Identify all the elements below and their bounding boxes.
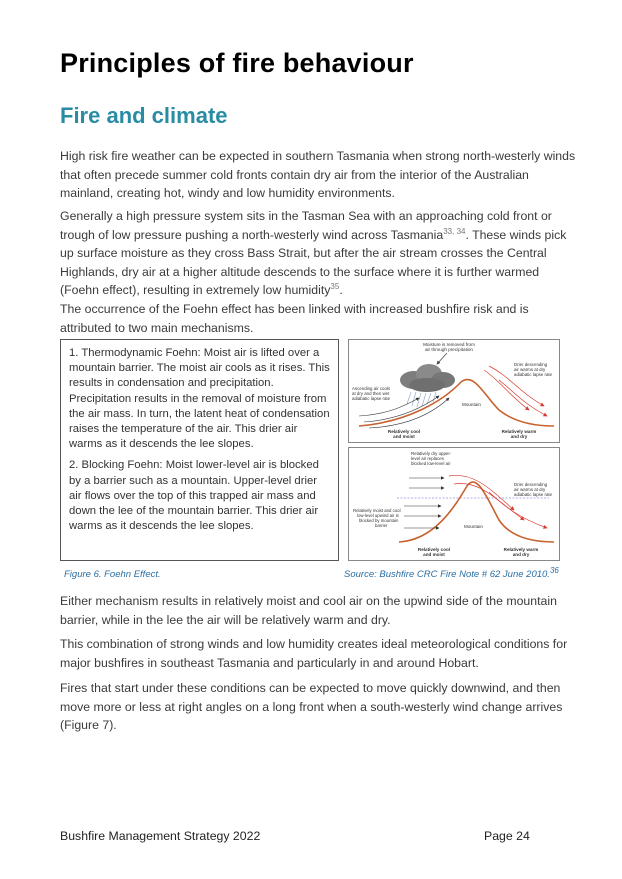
figure-source-text: Source: Bushfire CRC Fire Note # 62 June 2010. bbox=[344, 569, 550, 580]
moisture-label-2: air through precipitation bbox=[424, 347, 474, 352]
reference-35: 35 bbox=[330, 282, 340, 292]
blocked-air-label-4: barrier bbox=[375, 523, 388, 528]
blocked-air-label-3: blocked by mountain bbox=[359, 518, 399, 523]
paragraph-2 bbox=[60, 207, 576, 300]
warm-dry-label-2: and dry bbox=[510, 434, 528, 439]
drier-label-2: air warms at dry bbox=[514, 487, 546, 492]
thermodynamic-foehn-diagram bbox=[348, 339, 560, 443]
figure-source bbox=[344, 565, 559, 580]
thermodynamic-foehn-text: 1. Thermodynamic Foehn: Moist air is lifted over a mountain barrier. The moist air cools as it rises. This results in condensation and precipitation. Precipitation results in the removal of moisture from the air mass. In turn, the latent heat of condensation raises the temperature of the air. This drier air warms as it descends the lee slopes. bbox=[69, 347, 330, 451]
rain-cloud-icon bbox=[400, 364, 455, 407]
paragraph-3: The occurrence of the Foehn effect has been linked with increased bushfire risk and is attributed to two main mechanisms. bbox=[60, 302, 529, 335]
paragraph-2-text-a: Generally a high pressure system sits in the Tasman Sea with an approaching cold front or trough of low pressure pushing a north-westerly wind across Tasmania bbox=[60, 209, 552, 242]
page-title: Principles of fire behaviour bbox=[60, 48, 414, 78]
reference-36: 36 bbox=[549, 565, 559, 575]
ascending-label-1: Ascending air cools bbox=[352, 386, 391, 391]
figure-caption: Figure 6. Foehn Effect. bbox=[64, 569, 161, 580]
reference-33-34: 33, 34 bbox=[443, 226, 466, 236]
cool-moist-label-2: and moist bbox=[393, 434, 415, 439]
moisture-label-1: Moisture is removed from bbox=[423, 342, 475, 347]
upper-air-label-1: Relatively dry upper- bbox=[411, 451, 452, 456]
foehn-mechanisms-box bbox=[60, 339, 339, 561]
warm-dry-label-1: Relatively warm bbox=[501, 429, 537, 434]
cool-moist-label-1: Relatively cool bbox=[387, 429, 421, 434]
page-number: Page 24 bbox=[484, 829, 530, 843]
paragraph-4: Either mechanism results in relatively moist and cool air on the upwind side of the mountain barrier, while in the lee the air will be relatively warm and dry. bbox=[60, 594, 557, 627]
warm-dry-label-2: and dry bbox=[512, 552, 530, 557]
upper-air-label-2: level air replaces bbox=[411, 456, 444, 461]
blocked-air-label-2: low-level upwind air is bbox=[357, 513, 399, 518]
upper-air-label-3: blocked low-level air bbox=[411, 461, 451, 466]
cool-moist-label-1: Relatively cool bbox=[417, 547, 451, 552]
paragraph-1: High risk fire weather can be expected in southern Tasmania when strong north-westerly winds that often precede summer cold fronts contain dry air from the interior of the Australian mainland, creating hot, windy and low humidity environments. bbox=[60, 149, 576, 201]
blocking-foehn-svg bbox=[349, 448, 559, 560]
drier-label-3: adiabatic lapse rate bbox=[514, 372, 553, 377]
mountain-label: Mountain bbox=[464, 524, 483, 529]
ascending-label-2: at dry and then wet bbox=[352, 391, 390, 396]
footer-title: Bushfire Management Strategy 2022 bbox=[60, 829, 261, 843]
drier-label-1: Drier descending bbox=[514, 362, 548, 367]
paragraph-2-text-b: . These winds pick up surface moisture as they cross Bass Strait, but after the air stream crosses the Central Highlands, dry air at a higher altitude descends to the surface where it is further warmed (Foehn effect), resulting in extremely low humidity bbox=[60, 227, 567, 298]
paragraph-5: This combination of strong winds and low humidity creates ideal meteorological conditions for major bushfires in southeast Tasmania and particularly in and around Hobart. bbox=[60, 637, 568, 670]
blocked-air-label-1: Relatively moist and cool bbox=[353, 508, 401, 513]
ascending-label-3: adiabatic lapse rate bbox=[352, 396, 391, 401]
paragraph-2-text-c: . bbox=[339, 283, 343, 298]
paragraph-6: Fires that start under these conditions can be expected to move quickly downwind, and then move more or less at right angles on a long front when a south-westerly wind change arrives (Figure 7). bbox=[60, 681, 563, 733]
drier-label-1: Drier descending bbox=[514, 482, 548, 487]
warm-dry-label-1: Relatively warm bbox=[503, 547, 539, 552]
section-heading: Fire and climate bbox=[60, 103, 228, 128]
drier-label-2: air warms at dry bbox=[514, 367, 546, 372]
blocking-foehn-text: 2. Blocking Foehn: Moist lower-level air is blocked by a barrier such as a mountain. Upper-level drier air flows over the top of this trapped air mass and down the lee of the mountain barrier. This drier air warms as it descends the lee slopes. bbox=[69, 459, 319, 533]
cool-moist-label-2: and moist bbox=[423, 552, 445, 557]
thermodynamic-foehn-svg bbox=[349, 340, 559, 442]
drier-label-3: adiabatic lapse rate bbox=[514, 492, 553, 497]
mountain-label: Mountain bbox=[462, 402, 481, 407]
blocking-foehn-diagram bbox=[348, 447, 560, 561]
